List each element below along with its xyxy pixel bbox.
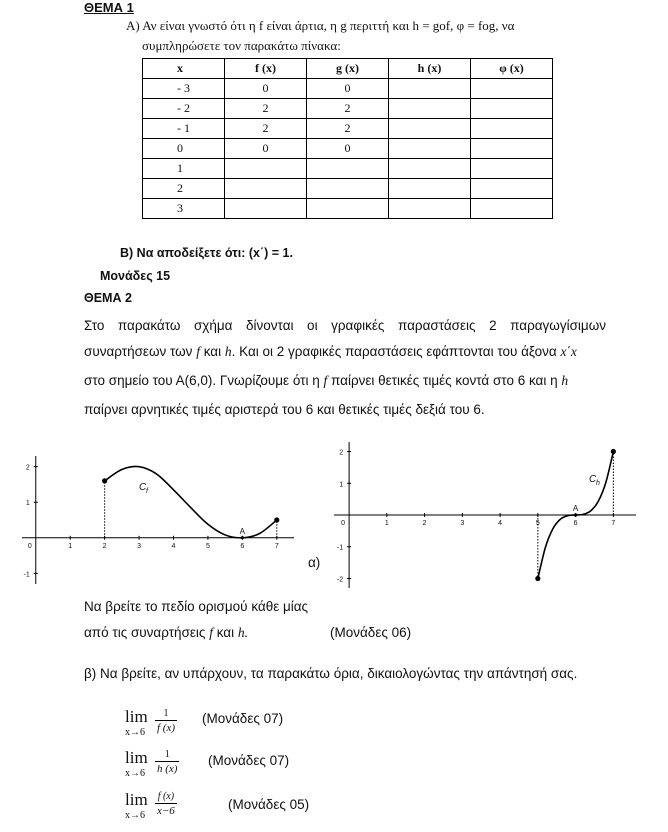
table-cell bbox=[471, 159, 553, 179]
table-cell bbox=[471, 199, 553, 219]
table-cell bbox=[225, 199, 307, 219]
curve-label-subscript: h bbox=[596, 480, 600, 487]
limit-2-points: (Μονάδες 07) bbox=[208, 753, 290, 768]
x-tick-label: 5 bbox=[205, 542, 210, 550]
table-header: g (x) bbox=[307, 59, 389, 79]
y-tick-label: -1 bbox=[336, 544, 344, 552]
table-cell bbox=[471, 139, 553, 159]
y-tick-label: -2 bbox=[336, 576, 344, 584]
x-tick-label: 7 bbox=[274, 542, 279, 550]
endpoint-dot bbox=[611, 449, 616, 454]
fraction-numerator: f (x) bbox=[155, 790, 177, 804]
text-span: συναρτήσεων των bbox=[84, 344, 193, 359]
endpoint-dot bbox=[535, 576, 540, 581]
table-row bbox=[143, 119, 553, 139]
table-header: x bbox=[143, 59, 225, 79]
table-row bbox=[143, 99, 553, 119]
part-beta-line: β) Να βρείτε, αν υπάρχουν, τα παρακάτω όρια, δικαιολογώντας την απάντησή σας. bbox=[84, 666, 578, 681]
x-tick-label: 1 bbox=[68, 542, 73, 550]
y-tick-label: 1 bbox=[339, 481, 344, 489]
table-row bbox=[143, 179, 553, 199]
table-cell bbox=[307, 159, 389, 179]
table-cell bbox=[307, 199, 389, 219]
limit-subscript: x→6 bbox=[125, 727, 145, 738]
fraction-numerator: 1 bbox=[155, 748, 179, 762]
table-cell bbox=[389, 179, 471, 199]
curve-label-subscript: f bbox=[146, 488, 148, 495]
part-alpha-line1: Να βρείτε το πεδίο ορισμού κάθε μίας bbox=[84, 599, 309, 614]
y-tick-label: -1 bbox=[23, 571, 30, 579]
function-f-symbol: f bbox=[323, 373, 328, 388]
table-cell bbox=[225, 159, 307, 179]
section1-partA-line2: συμπληρώσετε τον παρακάτω πίνακα: bbox=[142, 38, 341, 53]
section1-partA-line1: Α) Αν είναι γνωστό ότι η f είναι άρτια, η g περιττή και h = gof, φ = fog, να bbox=[126, 18, 515, 33]
table-cell bbox=[307, 179, 389, 199]
x-tick-label: 1 bbox=[384, 520, 389, 527]
limit-fraction bbox=[155, 790, 177, 818]
table-row bbox=[143, 139, 553, 159]
limit-word: lim bbox=[125, 707, 148, 726]
section2-title: ΘΕΜΑ 2 bbox=[84, 291, 132, 305]
x-tick-label: 3 bbox=[460, 520, 465, 527]
limit-fraction bbox=[155, 707, 177, 735]
x-tick-label: 2 bbox=[422, 520, 427, 527]
fraction-denominator: x−6 bbox=[157, 805, 175, 817]
table-cell: - 1 bbox=[143, 119, 225, 139]
section2-paragraph-line3 bbox=[84, 373, 568, 389]
table-cell bbox=[389, 199, 471, 219]
limit-word: lim bbox=[125, 748, 148, 767]
curve-label: C bbox=[589, 474, 597, 485]
limit-3-points: (Μονάδες 05) bbox=[228, 797, 310, 812]
point-a-dot bbox=[574, 513, 577, 516]
table-cell: 3 bbox=[143, 199, 225, 219]
table-header: φ (x) bbox=[471, 59, 553, 79]
section2-paragraph-line1: Στο παρακάτω σχήμα δίνονται οι γραφικές παραστάσεις 2 παραγωγίσιμων bbox=[84, 318, 606, 333]
text-span: παίρνει θετικές τιμές κοντά στο 6 και η bbox=[331, 373, 558, 388]
x-tick-label: 7 bbox=[611, 520, 616, 527]
x-tick-label: 3 bbox=[137, 542, 142, 550]
table-header: f (x) bbox=[225, 59, 307, 79]
table-row bbox=[143, 159, 553, 179]
limit-subscript: x→6 bbox=[125, 768, 145, 779]
table-cell: 2 bbox=[225, 119, 307, 139]
table-cell: 0 bbox=[225, 139, 307, 159]
table-header: h (x) bbox=[389, 59, 471, 79]
x-tick-label: 4 bbox=[171, 542, 176, 550]
table-cell: 0 bbox=[143, 139, 225, 159]
table-cell: 2 bbox=[143, 179, 225, 199]
table-cell bbox=[471, 79, 553, 99]
x-tick-label: 5 bbox=[535, 520, 540, 527]
table-cell: 0 bbox=[307, 79, 389, 99]
y-tick-label: 1 bbox=[25, 500, 30, 508]
curve-line bbox=[105, 466, 277, 537]
text-span: και bbox=[203, 344, 222, 359]
axis-symbol: x΄x bbox=[560, 344, 577, 359]
limit-subscript: x→6 bbox=[125, 810, 145, 821]
fraction-denominator: f (x) bbox=[157, 722, 176, 734]
x-tick-label: 6 bbox=[573, 520, 578, 527]
x-tick-label: 0 bbox=[341, 520, 346, 527]
table-cell: 2 bbox=[307, 119, 389, 139]
x-tick-label: 6 bbox=[240, 542, 245, 550]
limit-fraction bbox=[155, 748, 179, 776]
text-span: . Και οι 2 γραφικές παραστάσεις εφάπτονται του άξονα bbox=[231, 344, 557, 359]
x-tick-label: 0 bbox=[27, 542, 32, 550]
section1-partB: Β) Να αποδείξετε ότι: (x΄) = 1. bbox=[120, 246, 293, 260]
point-a-label: A bbox=[239, 526, 246, 536]
text-span: από τις συναρτήσεις bbox=[84, 625, 206, 640]
table-cell bbox=[389, 139, 471, 159]
limit-3 bbox=[125, 790, 215, 826]
table-cell bbox=[389, 99, 471, 119]
chart-h bbox=[326, 436, 646, 591]
section1-points: Μονάδες 15 bbox=[100, 269, 171, 283]
table-cell bbox=[471, 119, 553, 139]
table-cell bbox=[389, 119, 471, 139]
section1-title: ΘΕΜΑ 1 bbox=[84, 0, 134, 15]
limit-1-points: (Μονάδες 07) bbox=[202, 711, 284, 726]
part-alpha-label: α) bbox=[308, 555, 321, 570]
table-row bbox=[143, 79, 553, 99]
function-h-symbol: h bbox=[224, 344, 232, 359]
fraction-numerator: 1 bbox=[155, 707, 177, 721]
table-cell: 1 bbox=[143, 159, 225, 179]
part-alpha-line2 bbox=[84, 625, 248, 641]
function-f-symbol: f bbox=[209, 625, 213, 640]
part-alpha-points: (Μονάδες 06) bbox=[330, 625, 412, 640]
table-cell: 2 bbox=[225, 99, 307, 119]
table-cell bbox=[471, 99, 553, 119]
table-cell bbox=[471, 179, 553, 199]
table-cell: 0 bbox=[307, 139, 389, 159]
endpoint-dot bbox=[102, 478, 107, 483]
text-span: και bbox=[216, 625, 235, 640]
x-tick-label: 4 bbox=[498, 520, 503, 527]
section2-paragraph-line2 bbox=[84, 344, 577, 360]
section2-paragraph-line4: παίρνει αρνητικές τιμές αριστερά του 6 και θετικές τιμές δεξιά του 6. bbox=[84, 402, 485, 417]
table-row bbox=[143, 199, 553, 219]
table-cell bbox=[389, 79, 471, 99]
chart-f bbox=[14, 450, 299, 590]
x-tick-label: 2 bbox=[102, 542, 107, 550]
y-tick-label: 2 bbox=[339, 449, 344, 457]
point-a-dot bbox=[241, 536, 244, 539]
fraction-denominator: h (x) bbox=[157, 763, 178, 775]
table-cell: 2 bbox=[307, 99, 389, 119]
table-cell: - 2 bbox=[143, 99, 225, 119]
function-h-symbol: h. bbox=[237, 625, 248, 640]
table-cell bbox=[225, 179, 307, 199]
endpoint-dot bbox=[274, 517, 279, 522]
y-tick-label: 2 bbox=[25, 464, 30, 472]
values-table bbox=[142, 58, 553, 219]
limit-2 bbox=[125, 748, 215, 784]
point-a-label: A bbox=[572, 504, 579, 513]
function-h-symbol: h bbox=[561, 373, 569, 388]
text-span: στο σημείο του Α(6,0). Γνωρίζουμε ότι η bbox=[84, 373, 320, 388]
table-cell bbox=[389, 159, 471, 179]
function-f-symbol: f bbox=[196, 344, 200, 359]
table-cell: - 3 bbox=[143, 79, 225, 99]
table-cell: 0 bbox=[225, 79, 307, 99]
limit-word: lim bbox=[125, 790, 148, 809]
curve-label: C bbox=[139, 482, 147, 493]
table-header-row bbox=[143, 59, 553, 79]
